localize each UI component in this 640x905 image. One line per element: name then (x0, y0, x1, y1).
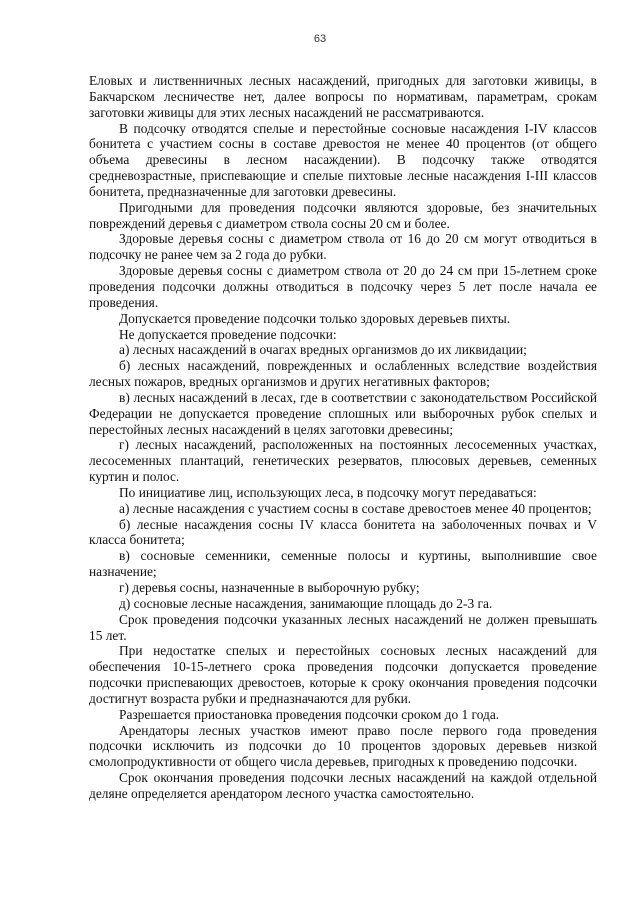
paragraph-initiative-heading: По инициативе лиц, использующих леса, в подсочку могут передаваться: (119, 484, 537, 500)
list-item-initiative-b: б) лесные насаждения сосны IV класса бонитета на заболоченных почвах и V класса бонитета; (89, 516, 597, 548)
paragraph-diameter-16-20: Здоровые деревья сосны с диаметром ствола от 16 до 20 см могут отводиться в подсочку не ранее чем за 2 года до рубки. (89, 231, 597, 263)
list-item-initiative-d: д) сосновые лесные насаждения, занимающие площадь до 2-3 га. (119, 595, 493, 611)
list-item-not-allowed-v: в) лесных насаждений в лесах, где в соответствии с законодательством Российской Федерации не допускается проведение сплошных или выборочных рубок спелых и перестойных лесных насаждений в целях заготовки древесины; (89, 389, 597, 437)
paragraph-diameter-20-24: Здоровые деревья сосны с диаметром ствола от 20 до 24 см при 15-летнем сроке проведения подсочки должны отводиться в подсочку через 5 лет после начала ее проведения. (89, 263, 597, 310)
list-item-not-allowed-b: б) лесных насаждений, поврежденных и ослабленных вследствие воздействия лесных пожаров, вредных организмов и других негативных факторов; (89, 358, 597, 390)
paragraph-lessee-right: Арендаторы лесных участков имеют право после первого года проведения подсочки исключить из подсочки до 10 процентов здоровых деревьев низкой смолопродуктивности от общего числа деревьев, пригодных к проведению подсочки. (89, 722, 597, 770)
paragraph-not-allowed-heading: Не допускается проведение подсочки: (119, 326, 337, 342)
paragraph-term-limit: Срок проведения подсочки указанных лесных насаждений не должен превышать 15 лет. (89, 611, 597, 643)
list-item-initiative-v: в) сосновые семенники, семенные полосы и куртины, выполнившие свое назначение; (89, 548, 597, 580)
list-item-not-allowed-a: а) лесных насаждений в очагах вредных организмов до их ликвидации; (119, 342, 527, 358)
page-number: 63 (313, 33, 327, 45)
list-item-not-allowed-g: г) лесных насаждений, расположенных на постоянных лесосеменных участках, лесосеменных плантаций, генетических резерватов, плюсовых деревьев, семенных куртин и полос. (89, 437, 597, 485)
paragraph-intro: Еловых и лиственничных лесных насаждений, пригодных для заготовки живицы, в Бакчарском лесничестве нет, далее вопросы по нормативам, параметрам, срокам заготовки живицы для этих лесных насаждений не рассматриваются. (89, 73, 597, 120)
list-item-initiative-g: г) деревья сосны, назначенные в выборочную рубку; (119, 580, 420, 595)
paragraph-shortage: При недостатке спелых и перестойных сосновых лесных насаждений для обеспечения 10-15-летнего срока проведения подсочки допускается проведение подсочки приспевающих древостоев, которые к сроку окончания проведения подсочки достигнут возраста рубки и предназначаются для рубки. (89, 643, 597, 706)
paragraph-fir: Допускается проведение подсочки только здоровых деревьев пихты. (119, 310, 511, 326)
list-item-initiative-a: а) лесные насаждения с участием сосны в составе древостоев менее 40 процентов; (119, 500, 592, 516)
paragraph-suitable-trees: Пригодными для проведения подсочки являются здоровые, без значительных повреждений деревья с диаметром ствола сосны 20 см и более. (89, 199, 597, 231)
document-body (89, 73, 597, 802)
paragraph-suspension: Разрешается приостановка проведения подсочки сроком до 1 года. (119, 706, 500, 722)
paragraph-end-term: Срок окончания проведения подсочки лесных насаждений на каждой отдельной деляне определяется арендатором лесного участка самостоятельно. (89, 770, 597, 801)
paragraph-allotment: В подсочку отводятся спелые и перестойные сосновые насаждения I-IV классов бонитета с участием сосны в составе древостоя не менее 40 процентов (от общего объема древесины в лесном насаждении). В подсочку также отводятся средневозрастные, приспевающие и спелые пихтовые лесные насаждения I-III классов бонитета, предназначенные для заготовки древесины. (89, 120, 597, 199)
